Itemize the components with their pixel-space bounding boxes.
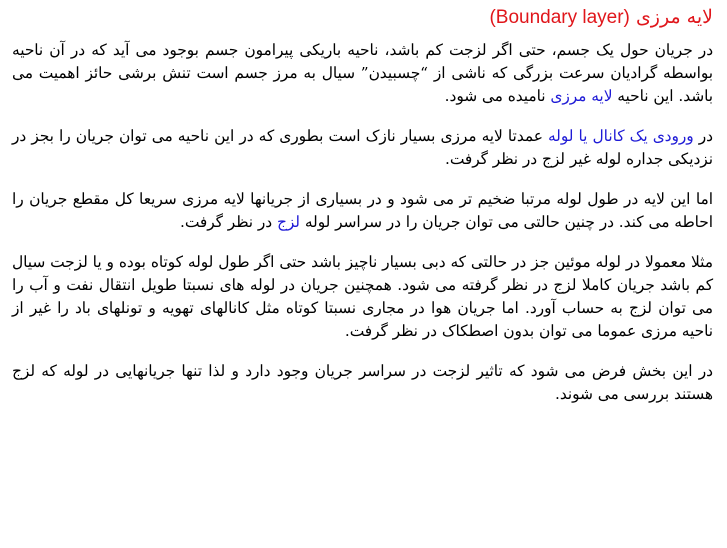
title-persian: لایه مرزی xyxy=(635,6,713,28)
paragraph-2-text-a: در xyxy=(698,127,713,145)
paragraph-2 xyxy=(12,125,713,171)
page-title xyxy=(12,6,713,29)
paragraph-3-text-b: در نظر گرفت. xyxy=(180,213,273,231)
viscous-link[interactable]: لزج xyxy=(276,213,300,231)
paragraph-5: در این بخش فرض می شود که تاثیر لزجت در سراسر جریان وجود دارد و لذا تنها جریانهایی در لوله که لزج هستند بررسی می شوند. xyxy=(12,362,713,403)
paragraph-4: مثلا معمولا در لوله موئین جز در حالتی که دبی بسیار ناچیز باشد حتی اگر طول لوله کوتاه بوده و یا لزجت سیال کم باشد جریان کاملا لزج در نظر گرفته می شود. همچنین جریان در لوله های نسبتا طویل انتقال نفت و آب را می توان لزج به حساب آورد. اما جریان هوا در مجاری نسبتا کوتاه مثل کانالهای تهویه و تونلهای باد را غیر از ناحیه مرزی عموما می توان بدون اصطکاک در نظر گرفت. xyxy=(12,253,713,340)
paragraph-1-text-a: در جریان حول یک جسم، حتی اگر لزجت کم باشد، ناحیه باریکی پیرامون جسم بوجود می آید که در آن ناحیه بواسطه گرادیان سرعت بزرگی که ناشی از “چسبیدن” سیال به مرز جسم است تنش برشی حائز اهمیت می باشد. این ناحیه xyxy=(12,41,713,105)
paragraph-2-text-b: عمدتا لایه مرزی بسیار نازک است بطوری که در این ناحیه می توان جریان را بجز در نزدیکی جداره لوله غیر لزج در نظر گرفت. xyxy=(12,127,713,168)
boundary-layer-link[interactable]: لایه مرزی xyxy=(550,87,613,105)
title-english: (Boundary layer) xyxy=(489,7,630,28)
paragraph-1-text-b: نامیده می شود. xyxy=(444,87,546,105)
channel-entrance-link[interactable]: ورودی یک کانال یا لوله xyxy=(547,127,694,145)
paragraph-3-text-a: اما این لایه در طول لوله مرتبا ضخیم تر می شود و در بسیاری از جریانها لایه مرزی سریعا کل مقطع جریان را احاطه می کند. در چنین حالتی می توان جریان را در سراسر لوله xyxy=(12,190,713,231)
paragraph-1 xyxy=(12,39,713,108)
paragraph-3 xyxy=(12,188,713,234)
